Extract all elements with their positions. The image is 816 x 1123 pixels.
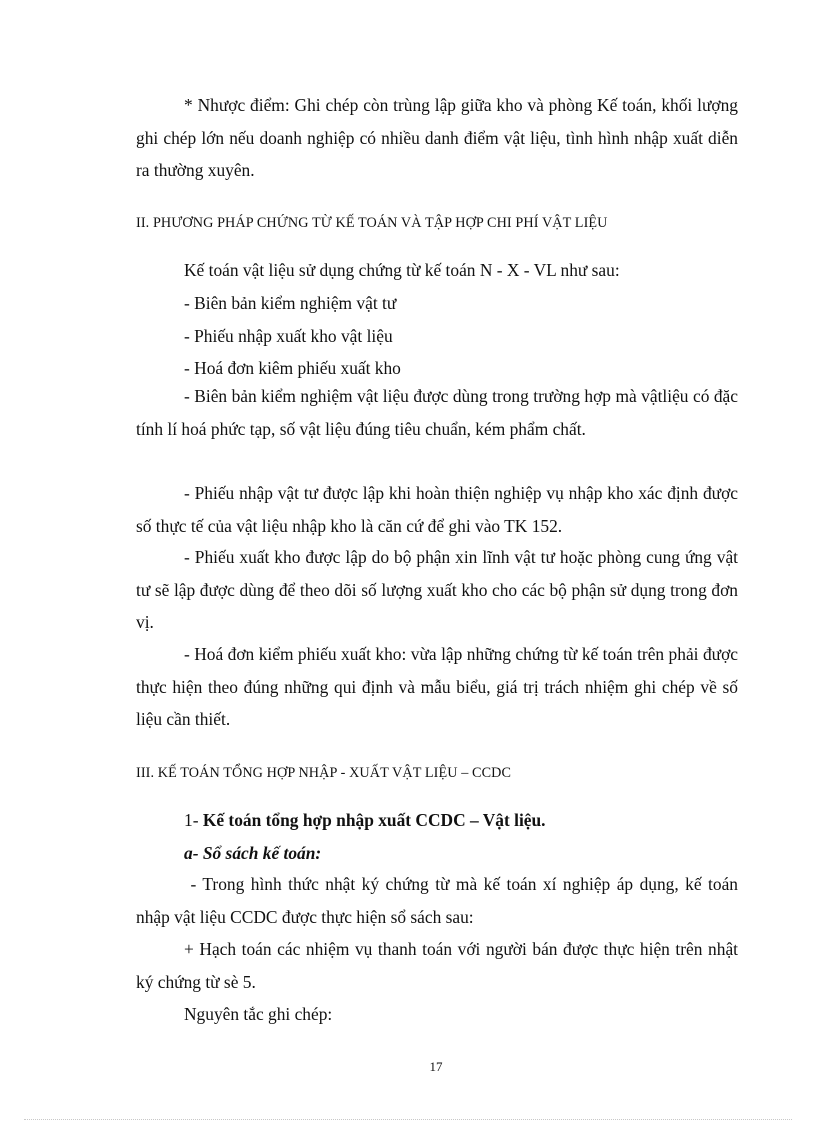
paragraph-receipt-slip: - Phiếu nhập vật tư được lập khi hoàn thiện nghiệp vụ nhập kho xác định được số thực tế của vật liệu nhập kho là căn cứ để ghi vào TK 152.: [136, 483, 738, 536]
subsection-number: 1-: [184, 810, 203, 830]
paragraph-bookkeeping: - Trong hình thức nhật ký chứng từ mà kế toán xí nghiệp áp dụng, kế toán nhập vật liệu CCDC được thực hiện sổ sách sau:: [136, 874, 743, 927]
paragraph-intro: Kế toán vật liệu sử dụng chứng từ kế toán N - X - VL như sau:: [184, 260, 620, 280]
paragraph-issue-slip: - Phiếu xuất kho được lập do bộ phận xin lĩnh vật tư hoặc phòng cung ứng vật tư sẽ lập được dùng để theo dõi số lượng xuất kho cho các bộ phận sử dụng trong đơn vị.: [136, 547, 738, 633]
paragraph-inspection-record: - Biên bản kiểm nghiệm vật liệu được dùng trong trường hợp mà vậtliệu có đặc tính lí hoá phức tạp, số vật liệu đúng tiêu chuẩn, kém phẩm chất.: [136, 386, 738, 439]
paragraph-payment: + Hạch toán các nhiệm vụ thanh toán với người bán được thực hiện trên nhật ký chứng từ sè 5.: [136, 939, 738, 992]
section-heading-2: II. PHƯƠNG PHÁP CHỨNG TỪ KẾ TOÁN VÀ TẬP HỢP CHI PHÍ VẬT LIỆU: [136, 215, 608, 231]
paragraph-invoice: - Hoá đơn kiểm phiếu xuất kho: vừa lập những chứng từ kế toán trên phải được thực hiện theo đúng những qui định và mẫu biểu, giá trị trách nhiệm ghi chép về số liệu cần thiết.: [136, 644, 738, 730]
list-item: - Biên bản kiểm nghiệm vật tư: [184, 293, 397, 313]
subsection-heading-a: a- Sổ sách kế toán:: [184, 843, 322, 863]
paragraph-rules: Nguyên tắc ghi chép:: [184, 1004, 333, 1024]
paragraph-disadvantages: * Nhược điểm: Ghi chép còn trùng lập giữa kho và phòng Kế toán, khối lượng ghi chép lớn nếu doanh nghiệp có nhiều danh điểm vật liệu, tình hình nhập xuất diễn ra thường xuyên.: [136, 95, 738, 181]
list-item: - Phiếu nhập xuất kho vật liệu: [184, 326, 393, 346]
page-border-divider: [24, 1119, 792, 1120]
subsection-heading-1: [184, 809, 546, 831]
subsection-title: Kế toán tổng hợp nhập xuất CCDC – Vật liệu.: [202, 810, 546, 830]
section-heading-3: III. KẾ TOÁN TỔNG HỢP NHẬP - XUẤT VẬT LIỆU – CCDC: [136, 765, 512, 781]
page-number: 17: [429, 1059, 443, 1074]
list-item: - Hoá đơn kiêm phiếu xuất kho: [184, 358, 401, 378]
